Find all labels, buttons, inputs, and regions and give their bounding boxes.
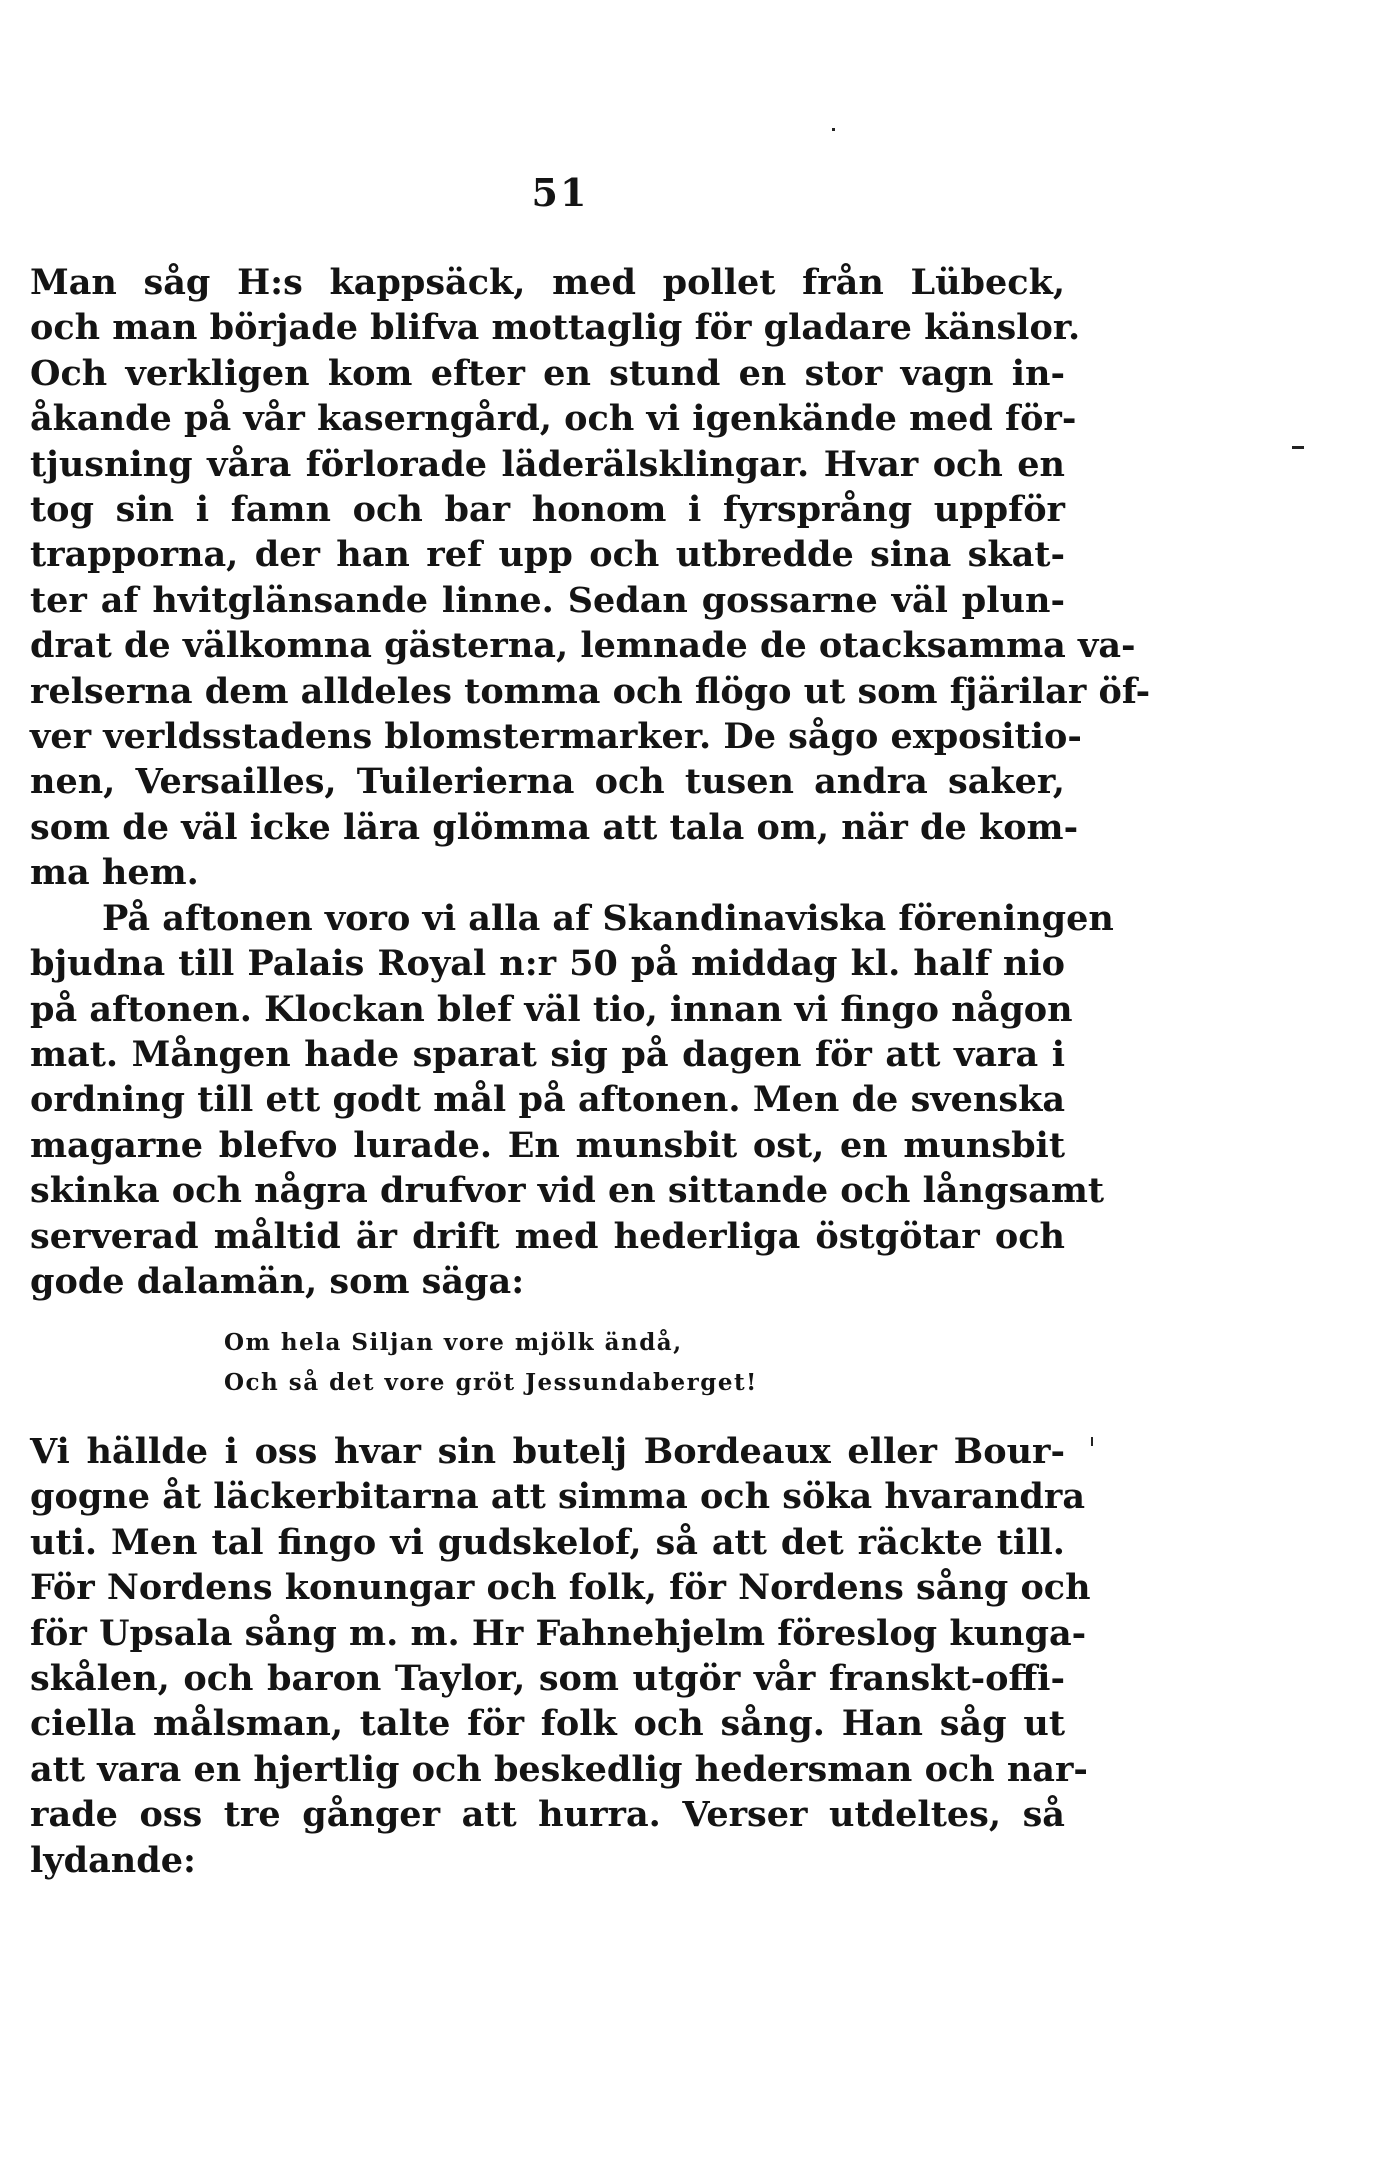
text-line: tjusning våra förlorade läderälsklingar. Hvar och en [30, 443, 1065, 485]
scan-speck [832, 128, 835, 131]
text-line: drat de välkomna gästerna, lemnade de otacksamma va- [30, 625, 1136, 667]
verse-line: Och så det vore gröt Jessundaberget! [224, 1369, 758, 1396]
text-line: serverad måltid är drift med hederliga östgötar och [30, 1215, 1065, 1257]
text-line: Vi hällde i oss hvar sin butelj Bordeaux eller Bour- [30, 1431, 1065, 1472]
text-line: för Upsala sång m. m. Hr Fahnehjelm föreslog kunga- [30, 1612, 1087, 1654]
text-line: gogne åt läckerbitarna att simma och söka hvarandra [30, 1476, 1086, 1518]
scan-speck [1091, 1437, 1093, 1446]
text-line: relserna dem alldeles tomma och flögo ut som fjärilar öf- [30, 670, 1151, 712]
text-line: trapporna, der han ref upp och utbredde sina skat- [30, 534, 1065, 576]
text-line: nen, Versailles, Tuilerierna och tusen andra saker, [30, 761, 1065, 803]
text-line: ver verldsstadens blomstermarker. De sågo expositio- [30, 716, 1082, 758]
text-line: åkande på vår kaserngård, och vi igenkände med för- [30, 398, 1077, 440]
main-text-lower [30, 1429, 1091, 1883]
text-line: gode dalamän, som säga: [30, 1260, 525, 1302]
text-line: mat. Mången hade sparat sig på dagen för att vara i [30, 1033, 1065, 1075]
text-line: ciella målsman, talte för folk och sång. Han såg ut [30, 1703, 1065, 1745]
text-line: på aftonen. Klockan blef väl tio, innan vi fingo någon [30, 988, 1073, 1030]
text-line: som de väl icke lära glömma att tala om, när de kom- [30, 806, 1079, 848]
text-line: magarne blefvo lurade. En munsbit ost, en munsbit [30, 1124, 1065, 1166]
text-line: På aftonen voro vi alla af Skandinaviska föreningen [102, 897, 1114, 939]
text-line: Och verkligen kom efter en stund en stor vagn in- [30, 352, 1065, 394]
verse-line: Om hela Siljan vore mjölk ändå, [224, 1329, 683, 1356]
scan-speck [1292, 446, 1304, 449]
verse-quote [224, 1323, 874, 1403]
text-line: uti. Men tal fingo vi gudskelof, så att det räckte till. [30, 1521, 1065, 1563]
text-line: lydande: [30, 1839, 196, 1881]
page-number: 51 [531, 170, 589, 215]
main-text-upper [30, 260, 1151, 1304]
text-line: För Nordens konungar och folk, för Nordens sång och [30, 1567, 1091, 1609]
text-line: ordning till ett godt mål på aftonen. Men de svenska [30, 1079, 1065, 1121]
text-line: och man började blifva mottaglig för gladare känslor. [30, 307, 1081, 349]
text-line: tog sin i famn och bar honom i fyrsprång uppför [30, 489, 1065, 531]
text-line: bjudna till Palais Royal n:r 50 på middag kl. half nio [30, 943, 1065, 985]
text-line: skålen, och baron Taylor, som utgör vår franskt-offi- [30, 1658, 1065, 1700]
text-line: Man såg H:s kappsäck, med pollet från Lübeck, [30, 262, 1065, 303]
text-line: ter af hvitglänsande linne. Sedan gossarne väl plun- [30, 579, 1065, 621]
text-line: rade oss tre gånger att hurra. Verser utdeltes, så [30, 1794, 1065, 1836]
text-line: att vara en hjertlig och beskedlig hedersman och nar- [30, 1748, 1088, 1790]
text-line: ma hem. [30, 852, 199, 894]
text-line: skinka och några drufvor vid en sittande och långsamt [30, 1170, 1105, 1212]
